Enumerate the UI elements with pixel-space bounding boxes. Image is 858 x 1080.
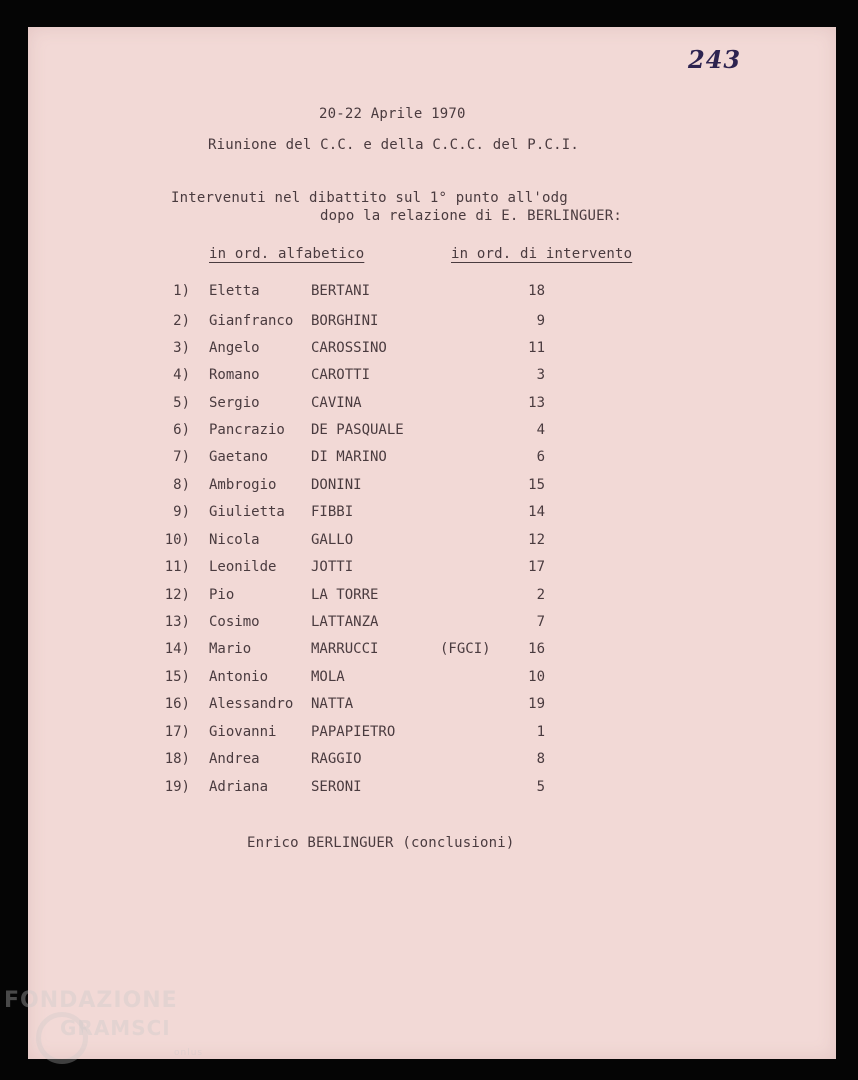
speaker-number: 14) <box>164 641 190 657</box>
speaker-number: 8) <box>173 477 190 493</box>
speaker-row <box>28 641 588 661</box>
speaker-row <box>28 669 588 689</box>
speaker-row <box>28 283 588 303</box>
speaker-first-name: Ambrogio <box>209 477 277 493</box>
speaker-order: 2 <box>536 587 545 603</box>
speaker-order: 6 <box>536 449 545 465</box>
speaker-number: 7) <box>173 449 190 465</box>
speaker-number: 19) <box>164 779 190 795</box>
speaker-first-name: Nicola <box>209 532 260 548</box>
speaker-order: 1 <box>536 724 545 740</box>
speaker-row <box>28 559 588 579</box>
speaker-order: 15 <box>528 477 545 493</box>
speaker-number: 17) <box>164 724 190 740</box>
speaker-order: 14 <box>528 504 545 520</box>
speaker-last-name: NATTA <box>311 696 354 712</box>
speaker-number: 2) <box>173 313 190 329</box>
speaker-number: 9) <box>173 504 190 520</box>
speaker-row <box>28 504 588 524</box>
speaker-row <box>28 779 588 799</box>
watermark-line-3: onlus <box>174 1048 204 1058</box>
speaker-order: 5 <box>536 779 545 795</box>
intro-line-2: dopo la relazione di E. BERLINGUER: <box>320 208 623 224</box>
speaker-order: 13 <box>528 395 545 411</box>
speaker-number: 1) <box>173 283 190 299</box>
speaker-last-name: GALLO <box>311 532 354 548</box>
column-header-speaking-order: in ord. di intervento <box>451 246 633 262</box>
speaker-row <box>28 751 588 771</box>
speaker-row <box>28 367 588 387</box>
speaker-last-name: PAPAPIETRO <box>311 724 396 740</box>
speaker-last-name: JOTTI <box>311 559 354 575</box>
intro-line-1: Intervenuti nel dibattito sul 1° punto all'odg <box>171 190 568 206</box>
speaker-last-name: MOLA <box>311 669 345 685</box>
speaker-order: 19 <box>528 696 545 712</box>
foundation-watermark <box>4 988 204 1058</box>
speaker-first-name: Sergio <box>209 395 260 411</box>
speaker-order: 11 <box>528 340 545 356</box>
speaker-number: 12) <box>164 587 190 603</box>
speaker-number: 10) <box>164 532 190 548</box>
speaker-last-name: BORGHINI <box>311 313 379 329</box>
speaker-order: 4 <box>536 422 545 438</box>
speaker-last-name: FIBBI <box>311 504 354 520</box>
speaker-number: 18) <box>164 751 190 767</box>
speaker-order: 3 <box>536 367 545 383</box>
speaker-order: 7 <box>536 614 545 630</box>
speaker-first-name: Antonio <box>209 669 269 685</box>
speaker-number: 11) <box>164 559 190 575</box>
watermark-line-2: GRAMSCI <box>60 1016 171 1040</box>
speaker-first-name: Cosimo <box>209 614 260 630</box>
speaker-number: 6) <box>173 422 190 438</box>
speaker-first-name: Adriana <box>209 779 269 795</box>
speaker-number: 15) <box>164 669 190 685</box>
speaker-first-name: Gianfranco <box>209 313 294 329</box>
speaker-number: 4) <box>173 367 190 383</box>
speaker-order: 16 <box>528 641 545 657</box>
speaker-first-name: Romano <box>209 367 260 383</box>
speaker-first-name: Andrea <box>209 751 260 767</box>
speaker-first-name: Giovanni <box>209 724 277 740</box>
speaker-last-name: DI MARINO <box>311 449 387 465</box>
speaker-number: 3) <box>173 340 190 356</box>
speaker-last-name: CAVINA <box>311 395 362 411</box>
speaker-order: 9 <box>536 313 545 329</box>
speaker-row <box>28 724 588 744</box>
speaker-first-name: Leonilde <box>209 559 277 575</box>
speaker-row <box>28 313 588 333</box>
speaker-last-name: CAROSSINO <box>311 340 387 356</box>
speaker-first-name: Mario <box>209 641 252 657</box>
speaker-order: 18 <box>528 283 545 299</box>
speaker-row <box>28 696 588 716</box>
speaker-order: 10 <box>528 669 545 685</box>
speaker-last-name: CAROTTI <box>311 367 371 383</box>
speaker-row <box>28 340 588 360</box>
speaker-last-name: LA TORRE <box>311 587 379 603</box>
speaker-first-name: Pio <box>209 587 235 603</box>
speaker-first-name: Alessandro <box>209 696 294 712</box>
speaker-last-name: SERONI <box>311 779 362 795</box>
speaker-last-name: RAGGIO <box>311 751 362 767</box>
speaker-row <box>28 395 588 415</box>
meeting-date: 20-22 Aprile 1970 <box>319 106 466 122</box>
speaker-order: 8 <box>536 751 545 767</box>
speaker-row <box>28 477 588 497</box>
speaker-note: (FGCI) <box>440 641 491 657</box>
speaker-first-name: Gaetano <box>209 449 269 465</box>
speaker-first-name: Giulietta <box>209 504 285 520</box>
speaker-last-name: DE PASQUALE <box>311 422 404 438</box>
page-number: 243 <box>688 45 742 74</box>
speaker-number: 5) <box>173 395 190 411</box>
speaker-first-name: Eletta <box>209 283 260 299</box>
speaker-row <box>28 532 588 552</box>
speaker-last-name: BERTANI <box>311 283 371 299</box>
speaker-row <box>28 614 588 634</box>
speaker-last-name: MARRUCCI <box>311 641 379 657</box>
speaker-last-name: DONINI <box>311 477 362 493</box>
meeting-title: Riunione del C.C. e della C.C.C. del P.C.I. <box>208 137 580 153</box>
speaker-row <box>28 422 588 442</box>
speaker-number: 16) <box>164 696 190 712</box>
speaker-order: 12 <box>528 532 545 548</box>
speaker-first-name: Angelo <box>209 340 260 356</box>
speaker-first-name: Pancrazio <box>209 422 285 438</box>
speaker-row <box>28 449 588 469</box>
document-page <box>28 27 836 1059</box>
column-header-alphabetical: in ord. alfabetico <box>209 246 365 262</box>
speaker-row <box>28 587 588 607</box>
speaker-number: 13) <box>164 614 190 630</box>
watermark-line-1: FONDAZIONE <box>4 988 178 1013</box>
closing-line: Enrico BERLINGUER (conclusioni) <box>247 835 515 851</box>
speaker-order: 17 <box>528 559 545 575</box>
speaker-last-name: LATTANZA <box>311 614 379 630</box>
